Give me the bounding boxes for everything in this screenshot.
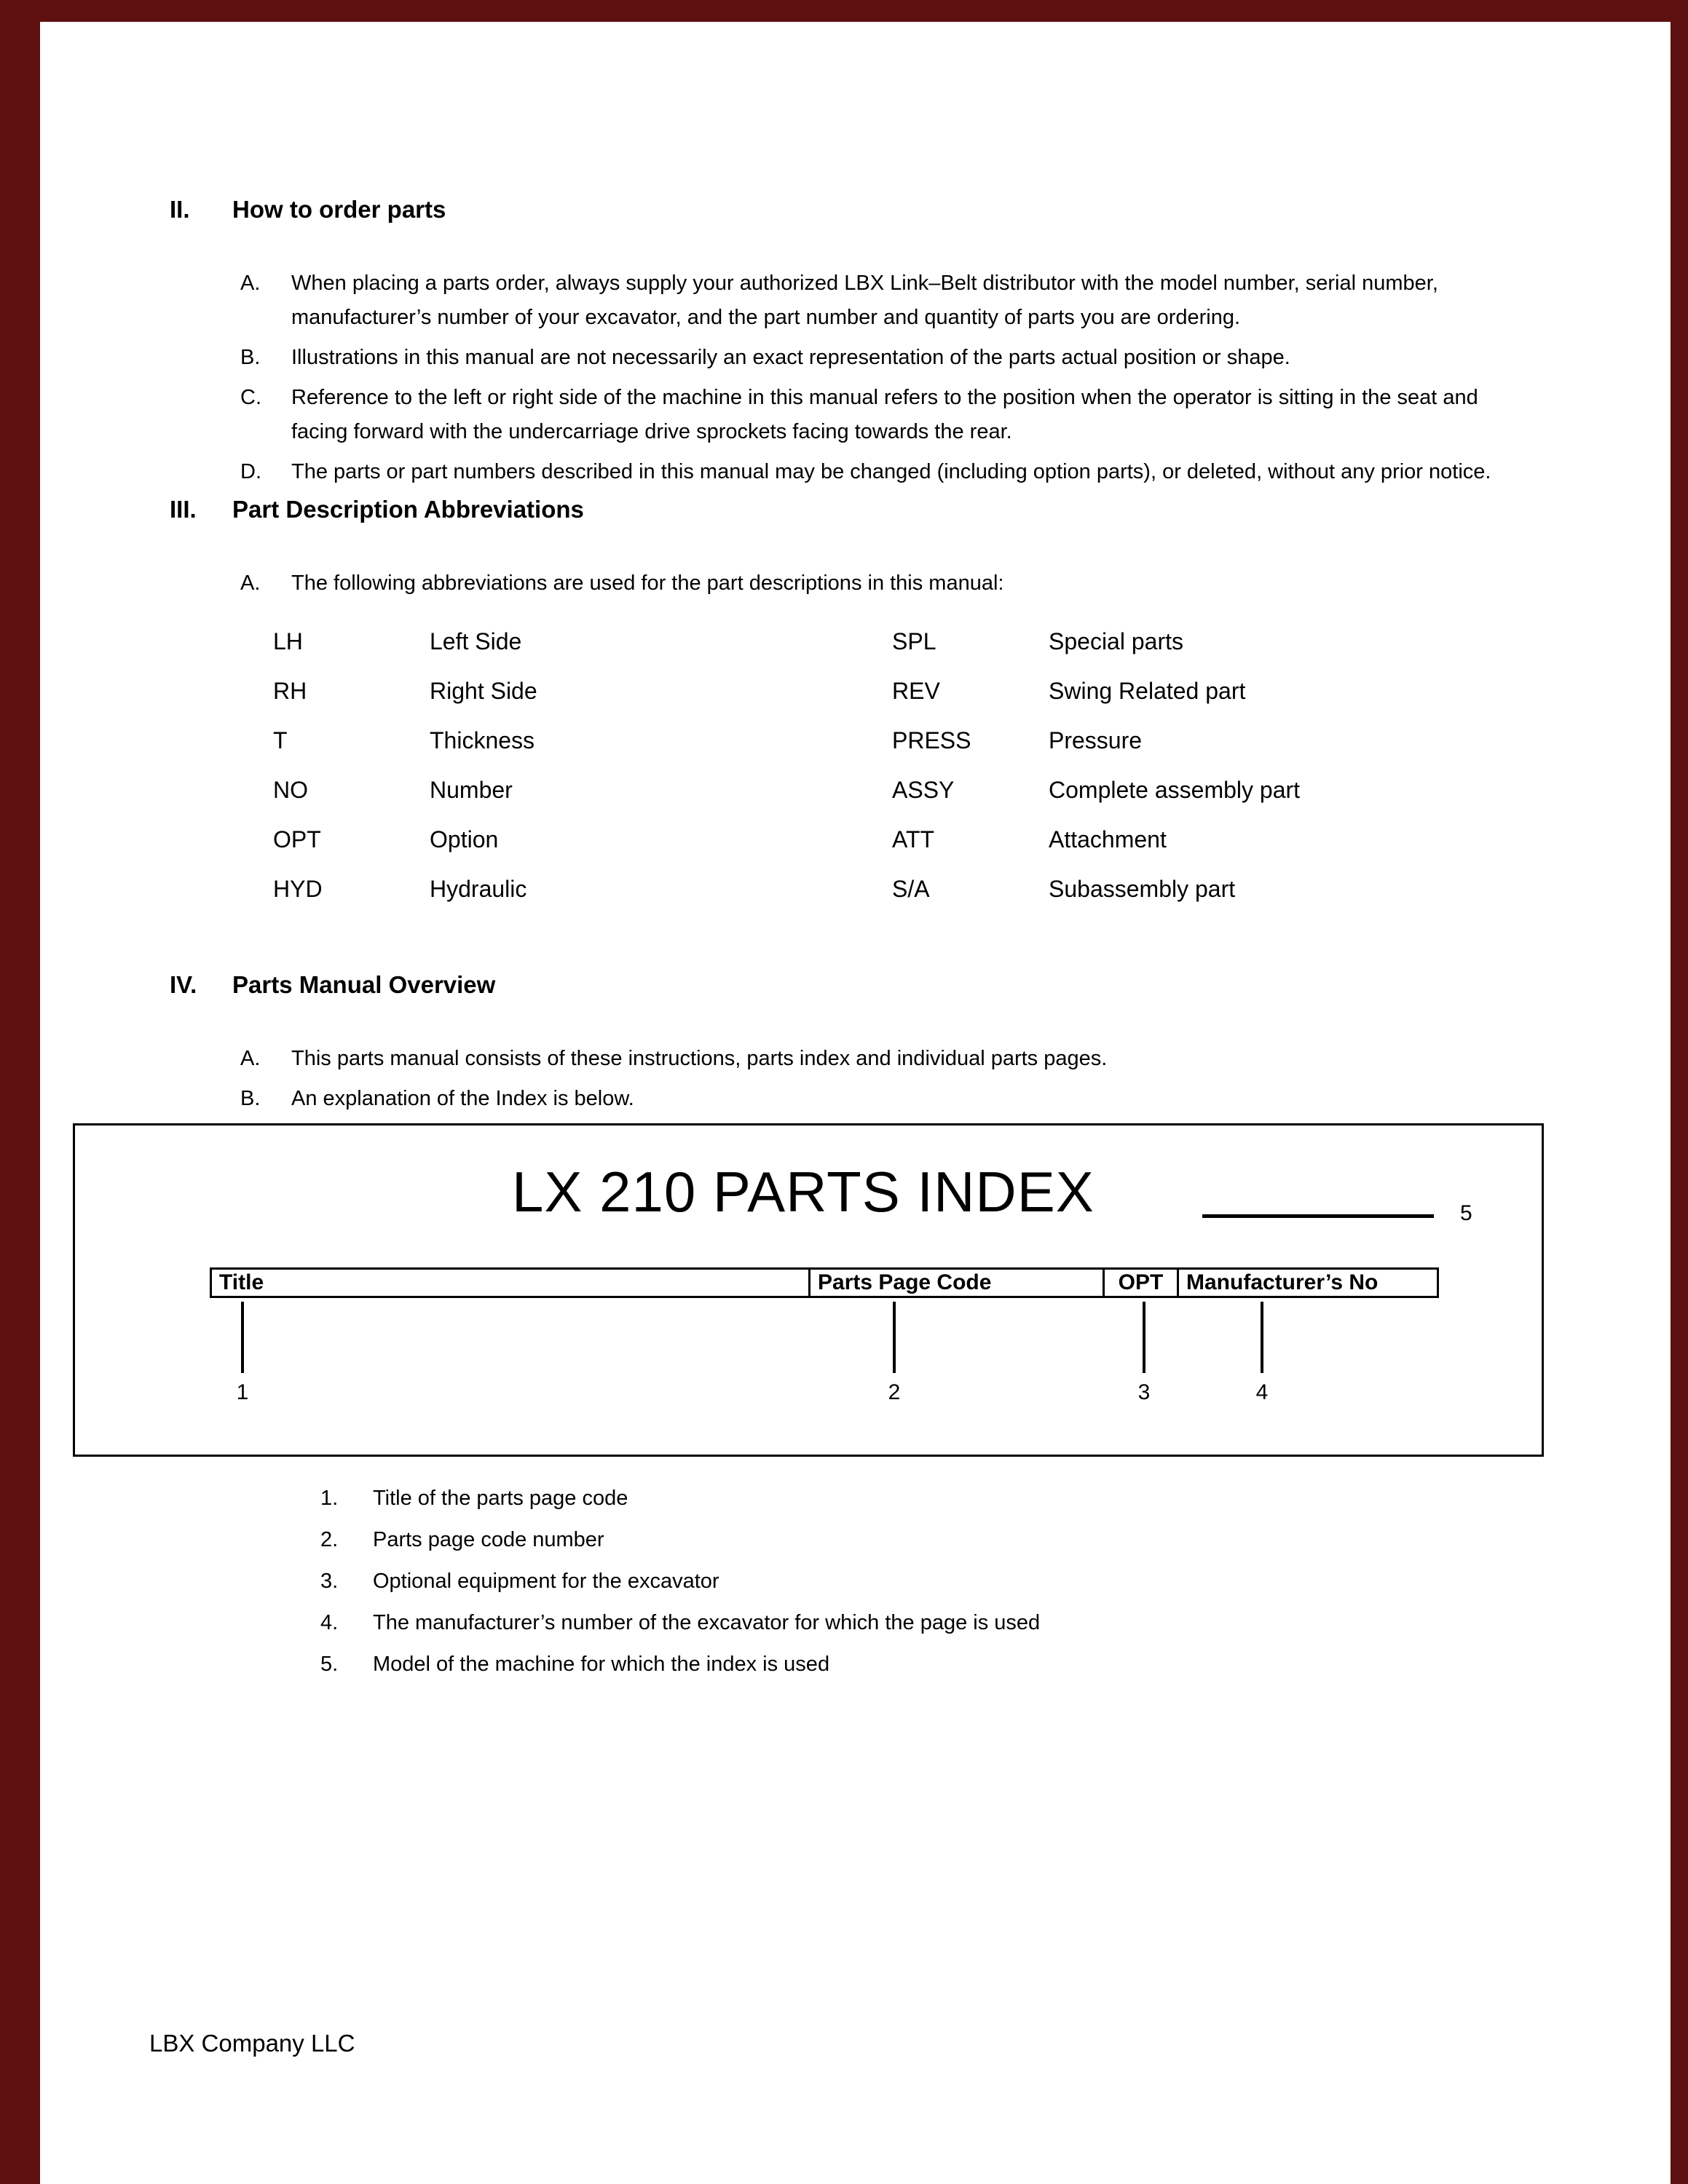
section-title: Parts Manual Overview xyxy=(232,971,496,998)
abbreviation: ASSY xyxy=(892,776,955,803)
abbreviation: RH xyxy=(273,677,307,704)
abbreviation-meaning: Right Side xyxy=(430,677,537,704)
item-label: B. xyxy=(240,1087,261,1110)
abbreviation: LH xyxy=(273,628,303,654)
item-text: The parts or part numbers described in this manual may be changed (including option parts), or deleted, without any prior notice. xyxy=(291,460,1491,483)
abbreviation-meaning: Attachment xyxy=(1049,826,1167,852)
abbreviation-meaning: Special parts xyxy=(1049,628,1183,654)
item-label: A. xyxy=(240,571,261,595)
model-callout-number: 5 xyxy=(1460,1201,1472,1225)
figure-notes xyxy=(320,1487,1671,1676)
section-iv-heading xyxy=(170,970,1671,1000)
figure-note-2 xyxy=(320,1529,1671,1551)
abbreviation-row xyxy=(273,815,892,864)
abbreviation-meaning: Complete assembly part xyxy=(1049,776,1301,803)
abbreviation-meaning: Hydraulic xyxy=(430,875,527,902)
figure-note-3 xyxy=(320,1570,1671,1593)
abbreviation: ATT xyxy=(892,826,935,852)
abbreviation-meaning: Subassembly part xyxy=(1049,875,1236,902)
index-header-row xyxy=(210,1267,1439,1298)
item-label: B. xyxy=(240,346,261,369)
section-number: II. xyxy=(170,196,190,223)
abbreviation-meaning: Left Side xyxy=(430,628,522,654)
abbreviation-row xyxy=(892,765,1300,815)
list-item-ii-d xyxy=(240,455,1671,489)
abbreviation: NO xyxy=(273,776,308,803)
parts-index-title: LX 210 PARTS INDEX xyxy=(512,1160,1095,1224)
page-border-top xyxy=(0,0,1688,22)
company-name: LBX Company LLC xyxy=(149,2030,355,2057)
item-text: Reference to the left or right side of the machine in this manual refers to the position when the operator is sitting in the seat and facing forward with the undercarriage drive sprockets facing towards the rear. xyxy=(291,386,1478,443)
abbreviation-meaning: Option xyxy=(430,826,499,852)
note-number: 1. xyxy=(320,1487,339,1510)
figure-note-4 xyxy=(320,1612,1671,1634)
callout-number-4: 4 xyxy=(1255,1380,1269,1404)
abbreviation: T xyxy=(273,727,288,753)
item-label: D. xyxy=(240,460,261,483)
leader-line-2 xyxy=(893,1302,896,1373)
abbreviation-meaning: Swing Related part xyxy=(1049,677,1246,704)
abbreviation-meaning: Pressure xyxy=(1049,727,1143,753)
note-text: Model of the machine for which the index is used xyxy=(373,1653,830,1676)
abbreviation: PRESS xyxy=(892,727,971,753)
abbreviation-row xyxy=(892,617,1300,666)
item-label: A. xyxy=(240,272,261,295)
abbreviation-row xyxy=(273,864,892,914)
column-header-opt: OPT xyxy=(1103,1267,1179,1298)
leader-line-3 xyxy=(1143,1302,1145,1373)
abbreviation-column-left xyxy=(273,617,892,914)
note-text: The manufacturer’s number of the excavator for which the page is used xyxy=(373,1611,1041,1634)
abbreviation-table xyxy=(273,617,1671,914)
figure-note-5 xyxy=(320,1653,1671,1676)
note-number: 2. xyxy=(320,1528,339,1551)
note-number: 5. xyxy=(320,1653,339,1676)
item-text: Illustrations in this manual are not necessarily an exact representation of the parts actual position or shape. xyxy=(291,346,1290,369)
item-text: The following abbreviations are used for the part descriptions in this manual: xyxy=(291,571,1004,595)
note-text: Optional equipment for the excavator xyxy=(373,1570,719,1593)
figure-note-1 xyxy=(320,1487,1671,1510)
section-iii-heading xyxy=(170,495,1671,524)
abbreviation: OPT xyxy=(273,826,321,852)
section-number: IV. xyxy=(170,971,197,998)
abbreviation-row xyxy=(273,617,892,666)
abbreviation-meaning: Thickness xyxy=(430,727,535,753)
list-item-iii-a xyxy=(240,566,1671,601)
callout-number-1: 1 xyxy=(236,1380,249,1404)
abbreviation-column-right xyxy=(892,617,1300,914)
leader-line-4 xyxy=(1261,1302,1263,1373)
abbreviation-row xyxy=(273,716,892,765)
page-border-right xyxy=(1671,0,1688,2184)
abbreviation: REV xyxy=(892,677,940,704)
section-title: How to order parts xyxy=(232,196,446,223)
note-text: Parts page code number xyxy=(373,1528,604,1551)
abbreviation-row xyxy=(892,864,1300,914)
parts-index-figure xyxy=(73,1123,1544,1457)
item-text: This parts manual consists of these instructions, parts index and individual parts pages. xyxy=(291,1047,1108,1070)
list-item-iv-b xyxy=(240,1082,1671,1116)
abbreviation: SPL xyxy=(892,628,936,654)
note-number: 4. xyxy=(320,1611,339,1634)
list-item-ii-a xyxy=(240,266,1671,335)
abbreviation-row xyxy=(273,765,892,815)
callout-number-2: 2 xyxy=(888,1380,901,1404)
list-item-iv-a xyxy=(240,1042,1671,1076)
item-label: A. xyxy=(240,1047,261,1070)
page-content xyxy=(40,22,1671,2184)
column-header-parts-page-code: Parts Page Code xyxy=(808,1267,1105,1298)
abbreviation-row xyxy=(273,666,892,716)
abbreviation-row xyxy=(892,716,1300,765)
callout-number-3: 3 xyxy=(1137,1380,1151,1404)
section-title: Part Description Abbreviations xyxy=(232,496,584,523)
column-header-title: Title xyxy=(210,1267,811,1298)
item-label: C. xyxy=(240,386,261,409)
note-number: 3. xyxy=(320,1570,339,1593)
abbreviation: S/A xyxy=(892,875,930,902)
item-text: When placing a parts order, always supply your authorized LBX Link–Belt distributor with the model number, serial number, manufacturer’s number of your excavator, and the part number and quantity of parts you are ordering. xyxy=(291,272,1438,329)
model-callout-rule xyxy=(1202,1214,1434,1218)
column-header-manufacturers-no: Manufacturer’s No xyxy=(1177,1267,1439,1298)
abbreviation-row xyxy=(892,666,1300,716)
page-border-left xyxy=(0,0,40,2184)
abbreviation-row xyxy=(892,815,1300,864)
note-text: Title of the parts page code xyxy=(373,1487,628,1510)
section-number: III. xyxy=(170,496,197,523)
item-text: An explanation of the Index is below. xyxy=(291,1087,634,1110)
abbreviation-meaning: Number xyxy=(430,776,513,803)
list-item-ii-b xyxy=(240,341,1671,375)
abbreviation: HYD xyxy=(273,875,323,902)
list-item-ii-c xyxy=(240,381,1671,449)
leader-line-1 xyxy=(241,1302,244,1373)
section-ii-heading xyxy=(170,195,1671,224)
